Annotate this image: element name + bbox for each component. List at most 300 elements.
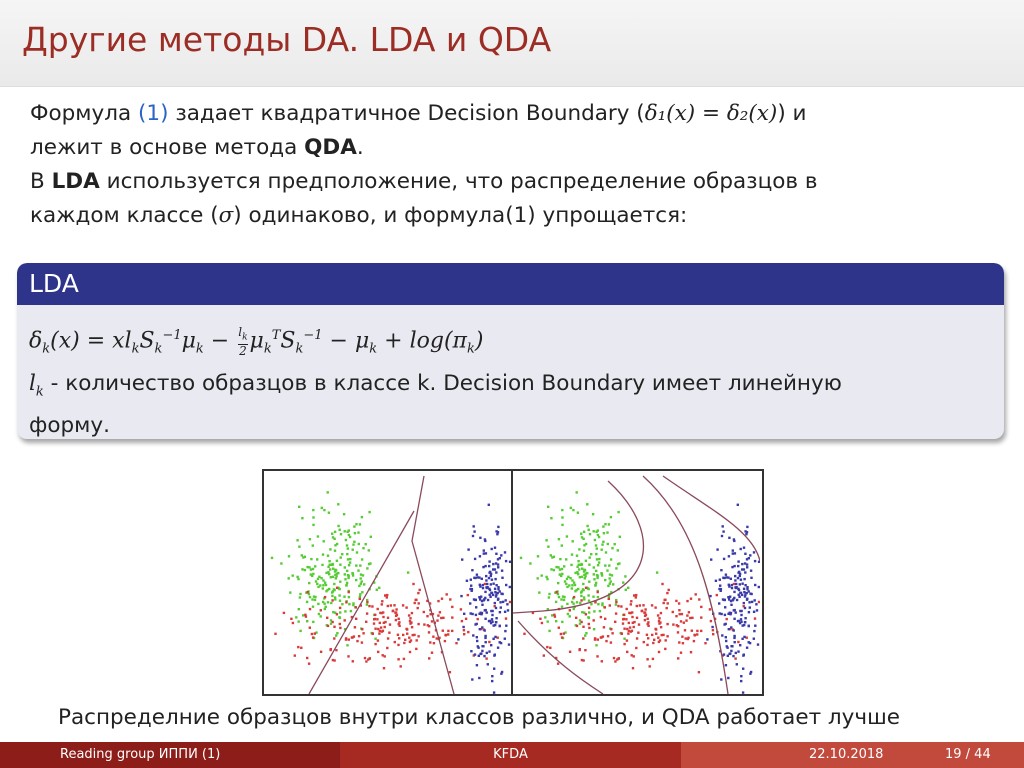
red-class-point [585, 587, 587, 589]
green-class-point [325, 590, 327, 592]
red-class-point [361, 628, 363, 630]
red-class-point [631, 616, 633, 618]
green-class-point [336, 560, 338, 562]
red-class-point [331, 621, 333, 623]
red-class-point [658, 622, 660, 624]
red-class-point [304, 614, 306, 616]
green-class-point [595, 570, 597, 572]
red-class-point [686, 600, 688, 602]
blue-class-point [743, 588, 745, 590]
blue-class-point [733, 629, 735, 631]
green-class-point [583, 531, 585, 533]
red-class-point [716, 594, 718, 596]
green-class-point [573, 608, 575, 610]
blue-class-point [731, 584, 733, 586]
blue-class-point [483, 552, 485, 554]
formula-part: ) [474, 328, 484, 354]
green-class-point [567, 576, 569, 578]
red-class-point [607, 635, 609, 637]
red-class-point [358, 635, 360, 637]
blue-class-point [744, 621, 746, 623]
green-class-point [580, 563, 582, 565]
green-class-point [561, 621, 563, 623]
green-class-point [339, 581, 341, 583]
green-class-point [337, 503, 339, 505]
green-class-point [359, 596, 361, 598]
blue-class-point [501, 570, 503, 572]
blue-class-point [492, 638, 494, 640]
red-class-point [432, 636, 434, 638]
green-class-point [324, 582, 326, 584]
green-class-point [656, 571, 658, 573]
red-class-point [352, 660, 354, 662]
blue-class-point [509, 561, 511, 563]
blue-class-point [738, 589, 740, 591]
blue-class-point [737, 577, 739, 579]
green-class-point [360, 583, 362, 585]
blue-class-point [742, 668, 744, 670]
red-class-point [354, 626, 356, 628]
green-class-point [349, 558, 351, 560]
blue-class-point [730, 626, 732, 628]
red-class-point [326, 617, 328, 619]
green-class-point [607, 543, 609, 545]
green-class-point [335, 577, 337, 579]
red-class-point [398, 625, 400, 627]
green-class-point [359, 523, 361, 525]
green-class-point [609, 583, 611, 585]
red-class-point [417, 592, 419, 594]
red-class-point [369, 657, 371, 659]
blue-class-point [735, 611, 737, 613]
red-class-point [372, 633, 374, 635]
green-class-point [317, 535, 319, 537]
green-class-point [271, 557, 273, 559]
green-class-point [308, 582, 310, 584]
red-class-point [696, 633, 698, 635]
blue-class-point [493, 691, 495, 693]
red-class-point [645, 614, 647, 616]
blue-class-point [479, 628, 481, 630]
formula-sub: k [195, 341, 204, 357]
red-class-point [637, 632, 639, 634]
blue-class-point [745, 533, 747, 535]
red-class-point [380, 626, 382, 628]
red-class-point [666, 607, 668, 609]
green-class-point [557, 566, 559, 568]
green-class-point [304, 556, 306, 558]
red-class-point [631, 654, 633, 656]
lda-block-header [17, 263, 1004, 305]
blue-class-point [737, 560, 739, 562]
green-class-point [577, 560, 579, 562]
green-class-point [321, 507, 323, 509]
red-class-point [384, 594, 386, 596]
blue-class-point [728, 628, 730, 630]
blue-class-point [750, 577, 752, 579]
red-class-point [597, 638, 599, 640]
green-class-point [561, 544, 563, 546]
red-class-point [335, 649, 337, 651]
blue-class-point [730, 604, 732, 606]
red-class-point [451, 630, 453, 632]
blue-class-point [499, 611, 501, 613]
green-class-point [590, 553, 592, 555]
green-class-point [625, 589, 627, 591]
page-number[interactable]: 19 / 44 [945, 747, 991, 762]
red-class-point [693, 640, 695, 642]
red-class-point [447, 630, 449, 632]
red-class-point [373, 618, 375, 620]
red-class-point [382, 654, 384, 656]
formula-part: (x) = xl [50, 328, 132, 354]
blue-class-point [746, 526, 748, 528]
blue-class-point [480, 596, 482, 598]
blue-class-point [489, 596, 491, 598]
blue-class-point [715, 580, 717, 582]
blue-class-point [482, 587, 484, 589]
blue-class-point [479, 598, 481, 600]
red-class-point [613, 657, 615, 659]
green-class-point [595, 582, 597, 584]
green-class-point [312, 568, 314, 570]
paragraph-qda [30, 97, 1005, 165]
blue-class-point [504, 638, 506, 640]
blue-class-point [480, 612, 482, 614]
red-class-point [467, 594, 469, 596]
red-class-point [700, 606, 702, 608]
red-class-point [441, 598, 443, 600]
lda-boundary-line [412, 476, 454, 694]
formula-part: − μ [322, 328, 370, 354]
green-class-point [297, 578, 299, 580]
red-class-point [355, 606, 357, 608]
red-class-point [428, 657, 430, 659]
blue-class-point [740, 548, 742, 550]
green-class-point [323, 540, 325, 542]
blue-class-point [501, 593, 503, 595]
blue-class-point [491, 614, 493, 616]
green-class-point [597, 529, 599, 531]
green-class-point [355, 564, 357, 566]
red-class-point [686, 614, 688, 616]
blue-class-point [748, 641, 750, 643]
green-class-point [561, 568, 563, 570]
blue-class-point [754, 560, 756, 562]
green-class-point [329, 548, 331, 550]
red-class-point [758, 601, 760, 603]
green-class-point [327, 491, 329, 493]
green-class-point [566, 535, 568, 537]
red-class-point [423, 623, 425, 625]
red-class-point [368, 605, 370, 607]
text-span: задает квадратичное Decision Boundary ( [168, 101, 645, 126]
blue-class-point [488, 650, 490, 652]
green-class-point [593, 628, 595, 630]
blue-class-point [741, 563, 743, 565]
green-class-point [329, 568, 331, 570]
blue-class-point [492, 568, 494, 570]
green-class-point [597, 564, 599, 566]
green-class-point [338, 616, 340, 618]
green-class-point [568, 584, 570, 586]
blue-class-point [735, 583, 737, 585]
blue-class-point [736, 599, 738, 601]
blue-class-point [731, 587, 733, 589]
blue-class-point [722, 577, 724, 579]
green-class-point [588, 529, 590, 531]
red-class-point [290, 618, 292, 620]
green-class-point [563, 599, 565, 601]
red-class-point [639, 604, 641, 606]
red-class-point [461, 620, 463, 622]
green-class-point [339, 588, 341, 590]
green-class-point [548, 593, 550, 595]
formula-reference-link[interactable]: (1) [138, 101, 169, 126]
blue-class-point [716, 548, 718, 550]
red-class-point [726, 618, 728, 620]
red-class-point [664, 648, 666, 650]
red-class-point [658, 641, 660, 643]
blue-class-point [744, 530, 746, 532]
green-class-point [344, 566, 346, 568]
red-class-point [345, 601, 347, 603]
red-class-point [661, 634, 663, 636]
red-class-point [646, 658, 648, 660]
blue-class-point [732, 552, 734, 554]
blue-class-point [737, 650, 739, 652]
green-class-point [280, 562, 282, 564]
red-class-point [643, 641, 645, 643]
green-class-point [541, 574, 543, 576]
blue-class-point [473, 530, 475, 532]
red-class-point [339, 623, 341, 625]
green-class-point [592, 596, 594, 598]
blue-class-point [748, 625, 750, 627]
qda-term: QDA [304, 135, 357, 160]
red-class-point [376, 618, 378, 620]
blue-class-point [744, 562, 746, 564]
green-class-point [320, 577, 322, 579]
blue-class-point [739, 610, 741, 612]
red-class-point [463, 629, 465, 631]
green-class-point [331, 591, 333, 593]
green-class-point [328, 588, 330, 590]
green-class-point [330, 602, 332, 604]
green-class-point [324, 608, 326, 610]
red-class-point [700, 630, 702, 632]
green-class-point [357, 531, 359, 533]
blue-class-point [486, 652, 488, 654]
green-class-point [339, 600, 341, 602]
red-class-point [347, 655, 349, 657]
red-class-point [576, 625, 578, 627]
red-class-point [403, 642, 405, 644]
blue-class-point [754, 625, 756, 627]
green-class-point [588, 564, 590, 566]
blue-class-point [739, 644, 741, 646]
red-class-point [397, 658, 399, 660]
red-class-point [655, 633, 657, 635]
green-class-point [580, 595, 582, 597]
blue-class-point [469, 602, 471, 604]
red-class-point [585, 613, 587, 615]
blue-class-point [711, 626, 713, 628]
green-class-point [545, 576, 547, 578]
green-class-point [619, 536, 621, 538]
green-class-point [337, 572, 339, 574]
blue-class-point [729, 596, 731, 598]
red-class-point [364, 657, 366, 659]
red-class-point [348, 638, 350, 640]
blue-class-point [481, 626, 483, 628]
red-class-point [558, 627, 560, 629]
red-class-point [660, 626, 662, 628]
red-class-point [633, 626, 635, 628]
green-class-point [338, 594, 340, 596]
blue-class-point [740, 579, 742, 581]
red-class-point [408, 637, 410, 639]
blue-class-point [733, 565, 735, 567]
blue-class-point [491, 592, 493, 594]
blue-class-point [505, 584, 507, 586]
red-class-point [351, 636, 353, 638]
green-class-point [296, 539, 298, 541]
green-class-point [617, 549, 619, 551]
red-class-point [373, 622, 375, 624]
red-class-point [555, 591, 557, 593]
green-class-point [553, 556, 555, 558]
red-class-point [467, 631, 469, 633]
green-class-point [561, 606, 563, 608]
green-class-point [328, 560, 330, 562]
blue-class-point [489, 589, 491, 591]
green-class-point [595, 553, 597, 555]
green-class-point [622, 581, 624, 583]
blue-class-point [475, 614, 477, 616]
green-class-point [368, 511, 370, 513]
blue-class-point [479, 653, 481, 655]
red-class-point [636, 617, 638, 619]
red-class-point [597, 591, 599, 593]
blue-class-point [495, 584, 497, 586]
red-class-point [397, 644, 399, 646]
red-class-point [594, 638, 596, 640]
green-class-point [301, 568, 303, 570]
paragraph-lda [30, 165, 1005, 233]
red-class-point [362, 632, 364, 634]
blue-class-point [758, 586, 760, 588]
green-class-point [601, 543, 603, 545]
green-class-point [366, 603, 368, 605]
blue-class-point [706, 638, 708, 640]
green-class-point [566, 603, 568, 605]
green-class-point [537, 555, 539, 557]
green-class-point [346, 570, 348, 572]
red-class-point [582, 637, 584, 639]
blue-class-point [741, 568, 743, 570]
red-class-point [405, 606, 407, 608]
red-class-point [417, 635, 419, 637]
green-class-point [588, 581, 590, 583]
blue-class-point [744, 584, 746, 586]
blue-class-point [478, 576, 480, 578]
red-class-point [309, 608, 311, 610]
qda-boundary-curve [643, 476, 728, 694]
green-class-point [587, 616, 589, 618]
blue-class-point [479, 584, 481, 586]
blue-class-point [744, 617, 746, 619]
blue-class-point [494, 591, 496, 593]
green-class-point [302, 614, 304, 616]
blue-class-point [732, 599, 734, 601]
blue-class-point [491, 621, 493, 623]
red-class-point [611, 632, 613, 634]
green-class-point [322, 587, 324, 589]
formula-part: − [203, 328, 237, 354]
blue-class-point [484, 538, 486, 540]
blue-class-point [746, 647, 748, 649]
red-class-point [626, 651, 628, 653]
green-class-point [600, 572, 602, 574]
green-class-point [320, 615, 322, 617]
blue-class-point [744, 607, 746, 609]
red-class-point [451, 606, 453, 608]
blue-class-point [466, 580, 468, 582]
green-class-point [548, 630, 550, 632]
green-class-point [583, 550, 585, 552]
blue-class-point [487, 663, 489, 665]
blue-class-point [743, 547, 745, 549]
red-class-point [416, 639, 418, 641]
red-class-point [651, 634, 653, 636]
red-class-point [306, 591, 308, 593]
red-class-point [412, 583, 414, 585]
green-class-point [352, 543, 354, 545]
lda-description [29, 367, 994, 439]
red-class-point [628, 622, 630, 624]
green-class-point [292, 574, 294, 576]
red-class-point [378, 632, 380, 634]
red-class-point [381, 630, 383, 632]
red-class-point [666, 592, 668, 594]
red-class-point [682, 642, 684, 644]
blue-class-point [473, 577, 475, 579]
red-class-point [400, 665, 402, 667]
blue-class-point [755, 603, 757, 605]
green-class-point [606, 569, 608, 571]
red-class-point [320, 609, 322, 611]
red-class-point [734, 657, 736, 659]
red-class-point [632, 667, 634, 669]
red-class-point [484, 583, 486, 585]
red-class-point [630, 630, 632, 632]
red-class-point [647, 621, 649, 623]
red-class-point [573, 596, 575, 598]
blue-class-point [504, 630, 506, 632]
blue-class-point [723, 599, 725, 601]
green-class-point [335, 634, 337, 636]
blue-class-point [481, 650, 483, 652]
red-class-point [700, 616, 702, 618]
blue-class-point [490, 583, 492, 585]
green-class-point [571, 587, 573, 589]
green-class-point [357, 569, 359, 571]
red-class-point [409, 641, 411, 643]
green-class-point [583, 574, 585, 576]
red-class-point [333, 659, 335, 661]
red-class-point [431, 652, 433, 654]
